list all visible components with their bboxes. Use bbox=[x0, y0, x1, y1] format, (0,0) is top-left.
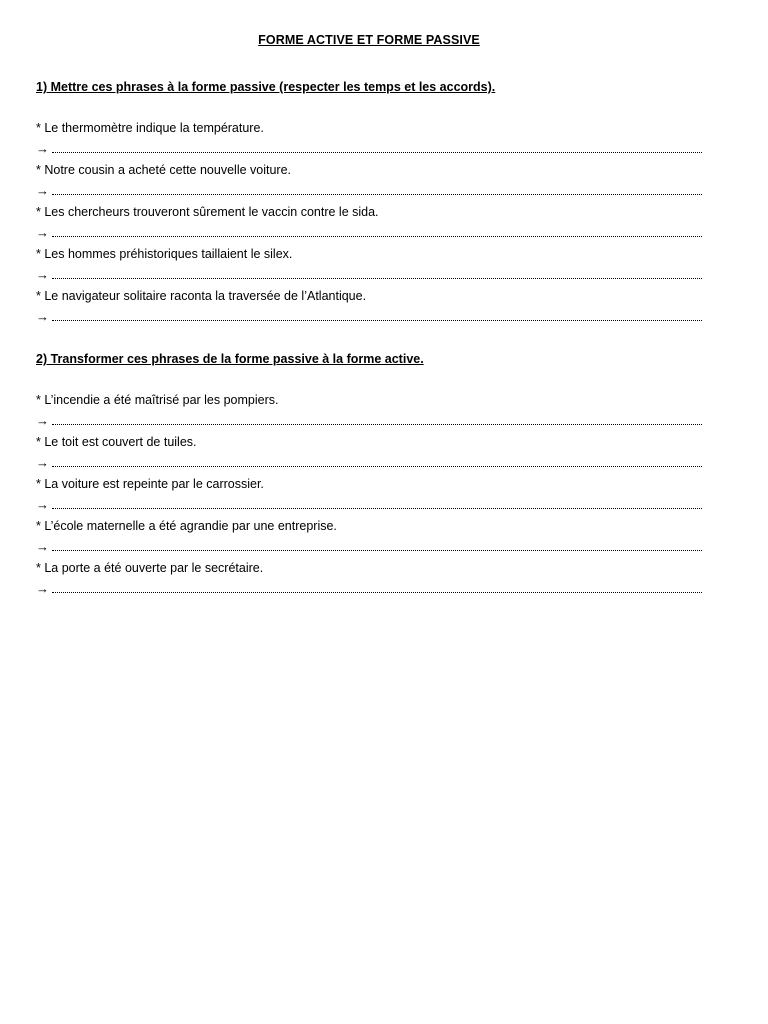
arrow-icon: → bbox=[36, 267, 49, 282]
answer-line[interactable] bbox=[36, 539, 702, 560]
answer-line[interactable] bbox=[36, 455, 702, 476]
exercise-sentence: * L’incendie a été maîtrisé par les pompiers. bbox=[36, 393, 279, 407]
dotted-answer-blank[interactable] bbox=[52, 268, 702, 279]
dotted-answer-blank[interactable] bbox=[52, 142, 702, 153]
answer-line[interactable] bbox=[36, 267, 702, 288]
dotted-answer-blank[interactable] bbox=[52, 310, 702, 321]
answer-line[interactable] bbox=[36, 309, 702, 330]
exercise-sentence: * Les chercheurs trouveront sûrement le vaccin contre le sida. bbox=[36, 205, 379, 219]
dotted-answer-blank[interactable] bbox=[52, 184, 702, 195]
arrow-icon: → bbox=[36, 455, 49, 470]
dotted-answer-blank[interactable] bbox=[52, 498, 702, 509]
arrow-icon: → bbox=[36, 225, 49, 240]
exercise-section-2 bbox=[36, 351, 702, 602]
exercise-sentence: * Le navigateur solitaire raconta la traversée de l’Atlantique. bbox=[36, 289, 367, 303]
exercise-sentence: * Notre cousin a acheté cette nouvelle voiture. bbox=[36, 163, 292, 177]
arrow-icon: → bbox=[36, 183, 49, 198]
dotted-answer-blank[interactable] bbox=[52, 540, 702, 551]
answer-line[interactable] bbox=[36, 581, 702, 602]
dotted-answer-blank[interactable] bbox=[52, 226, 702, 237]
answer-line[interactable] bbox=[36, 225, 702, 246]
arrow-icon: → bbox=[36, 141, 49, 156]
dotted-answer-blank[interactable] bbox=[52, 414, 702, 425]
exercise-sentence: * Le thermomètre indique la température. bbox=[36, 121, 264, 135]
answer-line[interactable] bbox=[36, 413, 702, 434]
section-2-items bbox=[36, 392, 702, 602]
exercise-section-1 bbox=[36, 79, 702, 330]
arrow-icon: → bbox=[36, 309, 49, 324]
arrow-icon: → bbox=[36, 581, 49, 596]
exercise-sentence: * La porte a été ouverte par le secrétaire. bbox=[36, 561, 264, 575]
answer-line[interactable] bbox=[36, 497, 702, 518]
arrow-icon: → bbox=[36, 539, 49, 554]
section-2-heading: 2) Transformer ces phrases de la forme passive à la forme active. bbox=[36, 352, 424, 366]
dotted-answer-blank[interactable] bbox=[52, 582, 702, 593]
arrow-icon: → bbox=[36, 413, 49, 428]
page-title: FORME ACTIVE ET FORME PASSIVE bbox=[258, 33, 480, 47]
exercise-sentence: * Le toit est couvert de tuiles. bbox=[36, 435, 197, 449]
exercise-sentence: * L’école maternelle a été agrandie par une entreprise. bbox=[36, 519, 337, 533]
arrow-icon: → bbox=[36, 497, 49, 512]
answer-line[interactable] bbox=[36, 183, 702, 204]
section-1-items bbox=[36, 120, 702, 330]
answer-line[interactable] bbox=[36, 141, 702, 162]
exercise-sentence: * Les hommes préhistoriques taillaient le silex. bbox=[36, 247, 293, 261]
dotted-answer-blank[interactable] bbox=[52, 456, 702, 467]
section-1-heading: 1) Mettre ces phrases à la forme passive (respecter les temps et les accords). bbox=[36, 80, 496, 94]
exercise-sentence: * La voiture est repeinte par le carrossier. bbox=[36, 477, 264, 491]
